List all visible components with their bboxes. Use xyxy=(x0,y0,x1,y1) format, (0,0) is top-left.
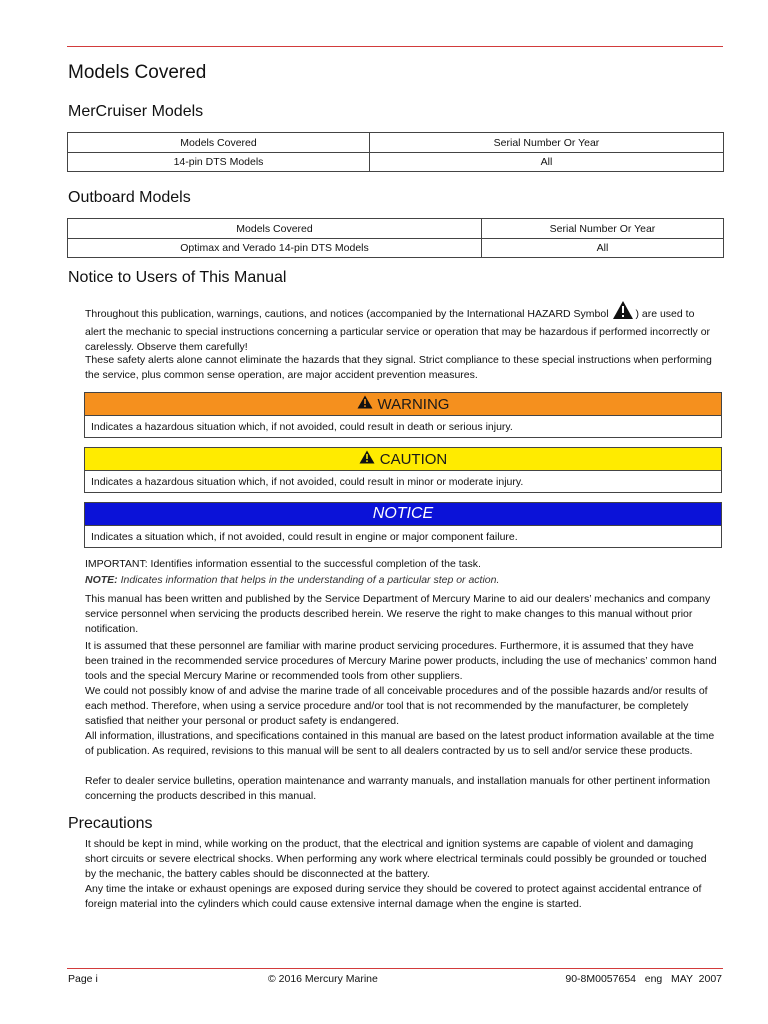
caution-box xyxy=(84,447,722,493)
page-title: Models Covered xyxy=(68,62,207,83)
caution-banner xyxy=(85,448,721,471)
body-paragraph: It is assumed that these personnel are familiar with marine product servicing procedures. Furthermore, it is assumed that they have been trained in the recommended service procedures of Mercury Marine power products, including the use of mechanics’ common hand tools and the special Mercury Marine or recommended tools from other suppliers. xyxy=(85,640,717,682)
notice-banner xyxy=(85,503,721,526)
table-cell: All xyxy=(482,239,724,258)
notice-box xyxy=(84,502,722,548)
footer-copyright: © 2016 Mercury Marine xyxy=(268,973,378,985)
column-header: Models Covered xyxy=(68,219,482,239)
outboard-heading: Outboard Models xyxy=(68,189,191,206)
column-header: Serial Number Or Year xyxy=(370,133,724,153)
warning-box xyxy=(84,392,722,438)
footer-page-number: Page i xyxy=(68,973,98,985)
hazard-symbol-icon xyxy=(612,300,634,325)
important-line: IMPORTANT: Identifies information essential to the successful completion of the task. xyxy=(85,558,481,570)
warning-triangle-icon xyxy=(357,395,373,413)
body-paragraph: All information, illustrations, and specifications contained in this manual are based on the latest product information available at the time of publication. As required, revisions to this manual will be sent to all dealers contracted by us to sell and/or service these products. xyxy=(85,730,715,757)
note-label: NOTE: xyxy=(85,574,118,586)
notice-label: NOTICE xyxy=(372,505,434,522)
column-header: Models Covered xyxy=(68,133,370,153)
table-cell: All xyxy=(370,153,724,172)
notice-section-heading: Notice to Users of This Manual xyxy=(68,269,287,286)
body-paragraph: This manual has been written and published by the Service Department of Mercury Marine to aid our dealers’ mechanics and company service personnel when servicing the products described herein. We reserve the right to make changes to this manual without prior notification. xyxy=(85,593,711,635)
hazard-intro-text-end: ) are used to alert the mechanic to special instructions concerning a particular service or operation that may be hazardous if performed incorrectly or carelessly. Observe them carefully! xyxy=(85,308,711,353)
footer-rule xyxy=(67,968,723,969)
hazard-intro-text: Throughout this publication, warnings, cautions, and notices (accompanied by the International HAZARD Symbol xyxy=(85,308,612,320)
precautions-heading: Precautions xyxy=(68,815,153,832)
table-header-row xyxy=(68,133,724,153)
safety-alert-paragraph: These safety alerts alone cannot eliminate the hazards that they signal. Strict compliance to these special instructions when performing the service, plus common sense operation, are major accident prevention measures. xyxy=(85,354,712,381)
footer-document-reference: 90-8M0057654 eng MAY 2007 xyxy=(565,973,722,985)
table-cell: 14-pin DTS Models xyxy=(68,153,370,172)
table-cell: Optimax and Verado 14-pin DTS Models xyxy=(68,239,482,258)
precautions-paragraph: Any time the intake or exhaust openings are exposed during service they should be covered to protect against accidental entrance of foreign material into the cylinders which could cause extensive internal damage when the engine is started. xyxy=(85,883,702,910)
warning-banner xyxy=(85,393,721,416)
notice-text: Indicates a situation which, if not avoided, could result in engine or major component failure. xyxy=(91,530,518,543)
note-text: Indicates information that helps in the understanding of a particular step or action. xyxy=(117,574,500,586)
caution-label: CAUTION xyxy=(379,450,448,468)
table-header-row xyxy=(68,219,724,239)
caution-triangle-icon xyxy=(359,450,375,468)
table-row xyxy=(68,153,724,172)
hazard-intro-paragraph xyxy=(85,300,717,355)
outboard-table xyxy=(67,218,724,258)
body-paragraph: Refer to dealer service bulletins, operation maintenance and warranty manuals, and installation manuals for other pertinent information concerning the products described in this manual. xyxy=(85,775,711,802)
caution-text: Indicates a hazardous situation which, if not avoided, could result in minor or moderate injury. xyxy=(91,475,524,488)
table-row xyxy=(68,239,724,258)
note-line xyxy=(85,574,499,586)
column-header: Serial Number Or Year xyxy=(482,219,724,239)
body-paragraph: We could not possibly know of and advise the marine trade of all conceivable procedures and of the possible hazards and/or results of each method. Therefore, when using a service procedure and/or tool that is not recommended by the manufacturer, be completely satisfied that neither your personal or product safety is endangered. xyxy=(85,685,708,727)
header-rule xyxy=(67,46,723,47)
warning-text: Indicates a hazardous situation which, if not avoided, could result in death or serious injury. xyxy=(91,420,513,433)
mercruiser-heading: MerCruiser Models xyxy=(68,103,204,120)
mercruiser-table xyxy=(67,132,724,172)
warning-label: WARNING xyxy=(377,395,450,413)
precautions-paragraph: It should be kept in mind, while working on the product, that the electrical and ignition systems are capable of violent and damaging short circuits or severe electrical shocks. When performing any work where electrical terminals could possibly be grounded or touched by the mechanic, the battery cables should be disconnected at the battery. xyxy=(85,838,707,880)
